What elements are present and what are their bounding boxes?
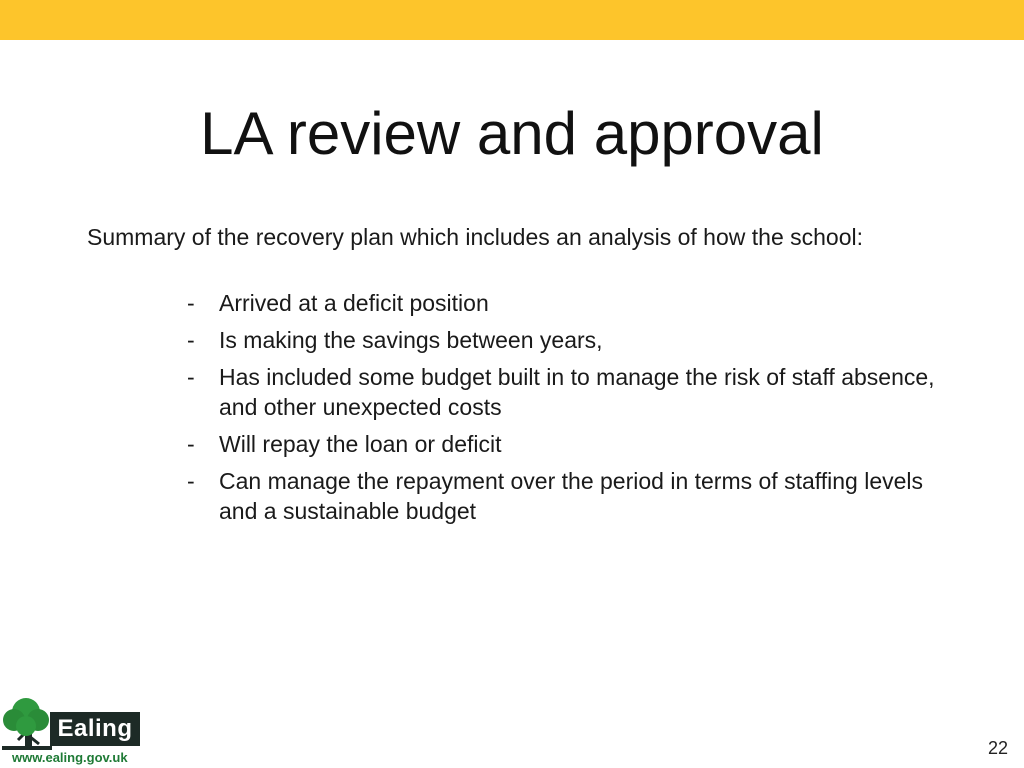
list-item-text: Can manage the repayment over the period in terms of staffing levels and a sustainable budget xyxy=(219,468,924,524)
list-item xyxy=(187,466,947,526)
ealing-logo xyxy=(2,696,142,766)
list-item xyxy=(187,325,947,355)
logo-wordmark: Ealing xyxy=(50,712,140,746)
list-item xyxy=(187,429,947,459)
slide-title: LA review and approval xyxy=(200,100,824,167)
list-item-text: Will repay the loan or deficit xyxy=(219,431,502,457)
list-item-text: Has included some budget built in to manage the risk of staff absence, and other unexpected costs xyxy=(219,364,935,420)
list-item-text: Arrived at a deficit position xyxy=(219,290,489,316)
logo-url: www.ealing.gov.uk xyxy=(12,750,128,765)
top-accent-bar xyxy=(0,0,1024,40)
list-item xyxy=(187,288,947,318)
list-item-text: Is making the savings between years, xyxy=(219,327,603,353)
dash-marker: - xyxy=(187,468,195,494)
page-number: 22 xyxy=(987,738,1008,758)
intro-text: Summary of the recovery plan which includes an analysis of how the school: xyxy=(87,224,864,250)
dash-marker: - xyxy=(187,327,195,353)
dash-marker: - xyxy=(187,290,195,316)
dash-marker: - xyxy=(187,431,195,457)
bullet-list xyxy=(187,288,947,533)
list-item xyxy=(187,362,947,422)
dash-marker: - xyxy=(187,364,195,390)
